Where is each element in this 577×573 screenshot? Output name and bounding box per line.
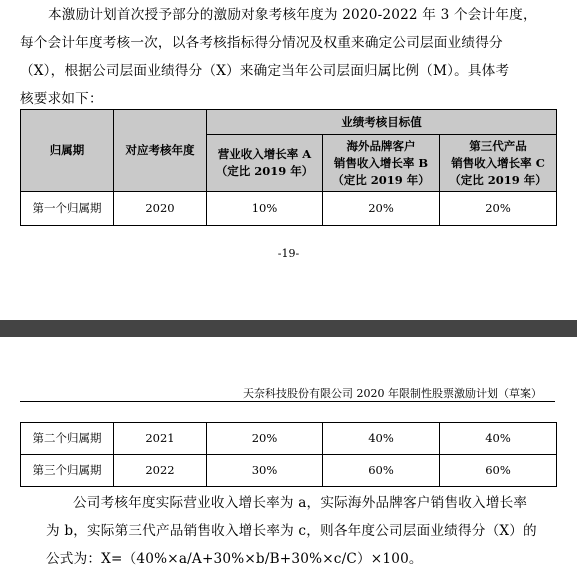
cell-c: 40% <box>440 423 557 455</box>
header-metric-b-line: 海外品牌客户 <box>346 138 416 153</box>
header-metric-c-line: 销售收入增长率 C <box>451 155 545 170</box>
cell-a: 10% <box>207 192 323 226</box>
header-metric-a-line: （定比 2019 年） <box>215 164 314 178</box>
header-metric-c-line: （定比 2019 年） <box>449 172 547 187</box>
header-rule <box>20 401 555 402</box>
intro-paragraph <box>20 1 560 113</box>
intro-line: 每个会计年度考核一次，以各考核指标得分情况及权重来确定公司层面业绩得分 <box>20 35 503 51</box>
intro-line: 核要求如下： <box>20 91 103 107</box>
table-row <box>21 423 557 455</box>
header-metric-c <box>440 135 557 192</box>
header-period: 归属期 <box>21 110 114 192</box>
page-separator <box>0 320 577 337</box>
performance-target-table-continued <box>20 422 557 487</box>
table-row <box>21 455 557 487</box>
table-row <box>21 192 557 226</box>
header-metric-b-line: 销售收入增长率 B <box>333 155 429 170</box>
formula-line: 公式为：X=（40%×a/A+30%×b/B+30%×c/C）×100。 <box>46 551 423 567</box>
performance-target-table <box>20 109 557 226</box>
header-year: 对应考核年度 <box>114 110 207 192</box>
cell-year: 2020 <box>114 192 207 226</box>
formula-line: 为 b，实际第三代产品销售收入增长率为 c，则各年度公司层面业绩得分（X）的 <box>46 523 537 539</box>
cell-year: 2021 <box>114 423 207 455</box>
header-metric-a-line: 营业收入增长率 A <box>217 147 312 161</box>
intro-line: （X），根据公司层面业绩得分（X）来确定当年公司层面归属比例（M）。具体考 <box>20 63 510 79</box>
header-metric-b-line: （定比 2019 年） <box>332 172 430 187</box>
header-metric-b <box>323 135 440 192</box>
header-metric-c-line: 第三代产品 <box>469 138 527 153</box>
header-metric-a <box>207 135 323 192</box>
cell-period: 第一个归属期 <box>21 192 114 226</box>
cell-period: 第二个归属期 <box>21 423 114 455</box>
header-target-group: 业绩考核目标值 <box>207 110 557 135</box>
cell-year: 2022 <box>114 455 207 487</box>
cell-a: 30% <box>207 455 323 487</box>
cell-period: 第三个归属期 <box>21 455 114 487</box>
cell-c: 60% <box>440 455 557 487</box>
intro-line: 本激励计划首次授予部分的激励对象考核年度为 2020-2022 年 3 个会计年度， <box>48 7 537 23</box>
formula-line: 公司考核年度实际营业收入增长率为 a，实际海外品牌客户销售收入增长率 <box>73 495 528 511</box>
running-header: 天奈科技股份有限公司 2020 年限制性股票激励计划（草案） <box>243 387 542 400</box>
cell-b: 40% <box>323 423 440 455</box>
cell-b: 20% <box>323 192 440 226</box>
formula-paragraph <box>20 489 560 573</box>
cell-a: 20% <box>207 423 323 455</box>
cell-b: 60% <box>323 455 440 487</box>
page-number: -19- <box>277 247 300 260</box>
cell-c: 20% <box>440 192 557 226</box>
